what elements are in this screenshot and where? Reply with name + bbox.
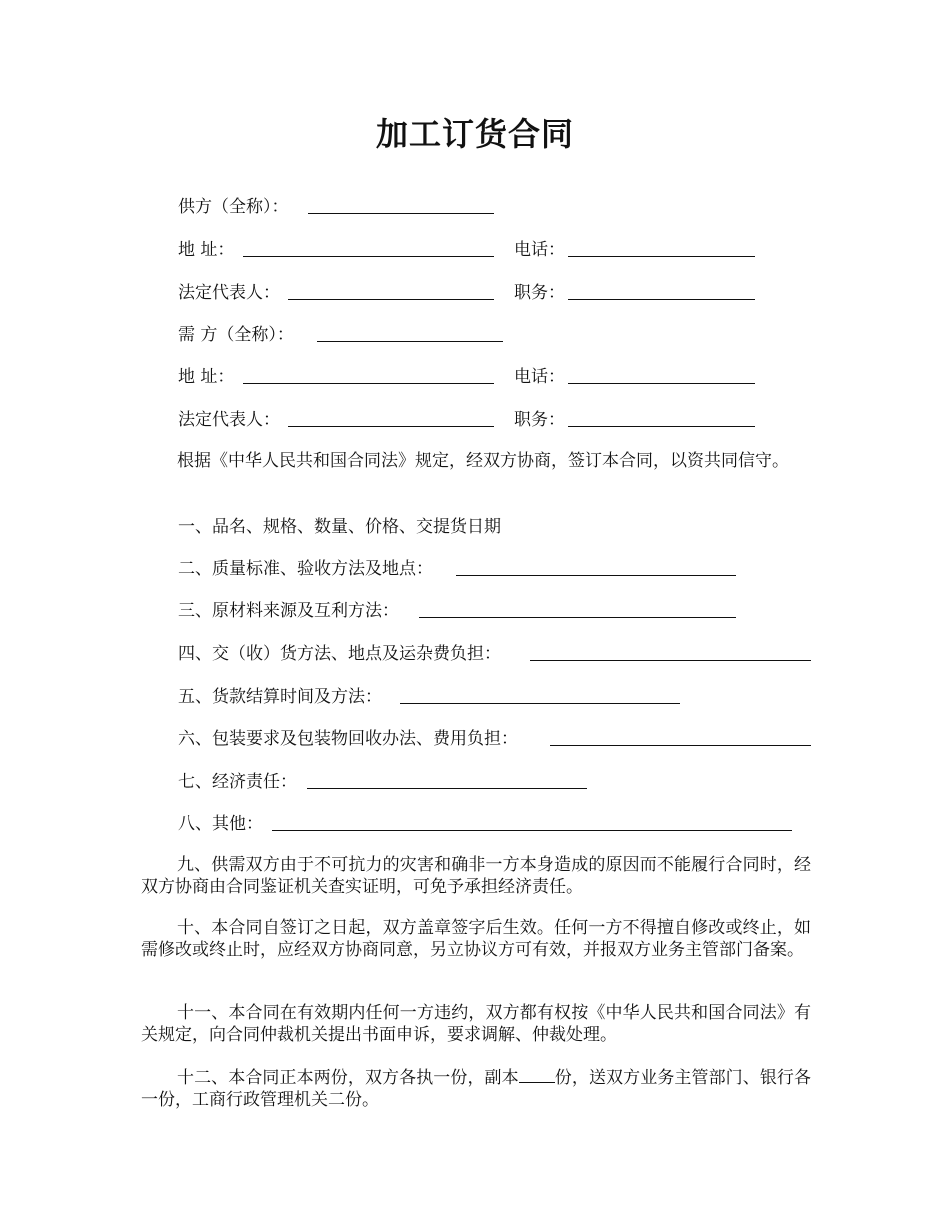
clause-8-field[interactable] (272, 830, 792, 831)
supplier-address-field[interactable] (243, 256, 494, 257)
buyer-phone-label: 电话： (514, 367, 565, 387)
supplier-name-field[interactable] (308, 213, 494, 214)
copies-count-field[interactable] (519, 1068, 555, 1083)
clause-5-field[interactable] (400, 703, 680, 704)
buyer-rep-label: 法定代表人： (178, 410, 280, 430)
clause-1: 一、品名、规格、数量、价格、交提货日期 (178, 517, 501, 537)
supplier-position-label: 职务： (514, 283, 565, 303)
clause-6: 六、包装要求及包装物回收办法、费用负担： (178, 729, 518, 749)
clause-12 (141, 1068, 811, 1111)
buyer-name-field[interactable] (317, 341, 503, 342)
clause-8: 八、其他： (178, 814, 263, 834)
clause-9: 九、供需双方由于不可抗力的灾害和确非一方本身造成的原因而不能履行合同时，经双方协商由合同鉴证机关查实证明，可免予承担经济责任。 (141, 855, 811, 897)
document-title: 加工订货合同 (375, 115, 574, 153)
clause-6-field[interactable] (550, 745, 811, 746)
supplier-address-label: 地 址： (178, 240, 235, 260)
clause-2: 二、质量标准、验收方法及地点： (178, 559, 433, 579)
buyer-phone-field[interactable] (568, 383, 755, 384)
buyer-rep-field[interactable] (288, 426, 494, 427)
buyer-address-label: 地 址： (178, 367, 235, 387)
clause-12-part2: 份，送双方业务主管部门、银行各一份，工商行政管理机关二份。 (141, 1068, 812, 1110)
clause-7-field[interactable] (307, 788, 587, 789)
buyer-position-label: 职务： (514, 410, 565, 430)
supplier-phone-field[interactable] (568, 256, 755, 257)
clause-3: 三、原材料来源及互利方法： (178, 601, 399, 621)
clause-12-part1: 十二、本合同正本两份，双方各执一份，副本 (177, 1068, 519, 1088)
supplier-position-field[interactable] (568, 299, 755, 300)
buyer-position-field[interactable] (568, 426, 755, 427)
clause-4-field[interactable] (530, 660, 811, 661)
supplier-name-label: 供方（全称）： (178, 197, 289, 217)
clause-3-field[interactable] (419, 617, 736, 618)
clause-5: 五、货款结算时间及方法： (178, 687, 382, 707)
intro-paragraph: 根据《中华人民共和国合同法》规定，经双方协商，签订本合同，以资共同信守。 (177, 451, 789, 471)
clause-2-field[interactable] (456, 575, 736, 576)
clause-4: 四、交（收）货方法、地点及运杂费负担： (178, 644, 501, 664)
buyer-name-label: 需 方（全称）： (178, 325, 294, 345)
buyer-address-field[interactable] (243, 383, 494, 384)
supplier-rep-field[interactable] (288, 299, 494, 300)
supplier-phone-label: 电话： (514, 240, 565, 260)
clause-10: 十、本合同自签订之日起，双方盖章签字后生效。任何一方不得擅自修改或终止，如需修改或终止时，应经双方协商同意，另立协议方可有效，并报双方业务主管部门备案。 (141, 918, 811, 960)
clause-11: 十一、本合同在有效期内任何一方违约，双方都有权按《中华人民共和国合同法》有关规定，向合同仲裁机关提出书面申诉，要求调解、仲裁处理。 (141, 1003, 811, 1045)
supplier-rep-label: 法定代表人： (178, 283, 280, 303)
clause-7: 七、经济责任： (178, 772, 297, 792)
